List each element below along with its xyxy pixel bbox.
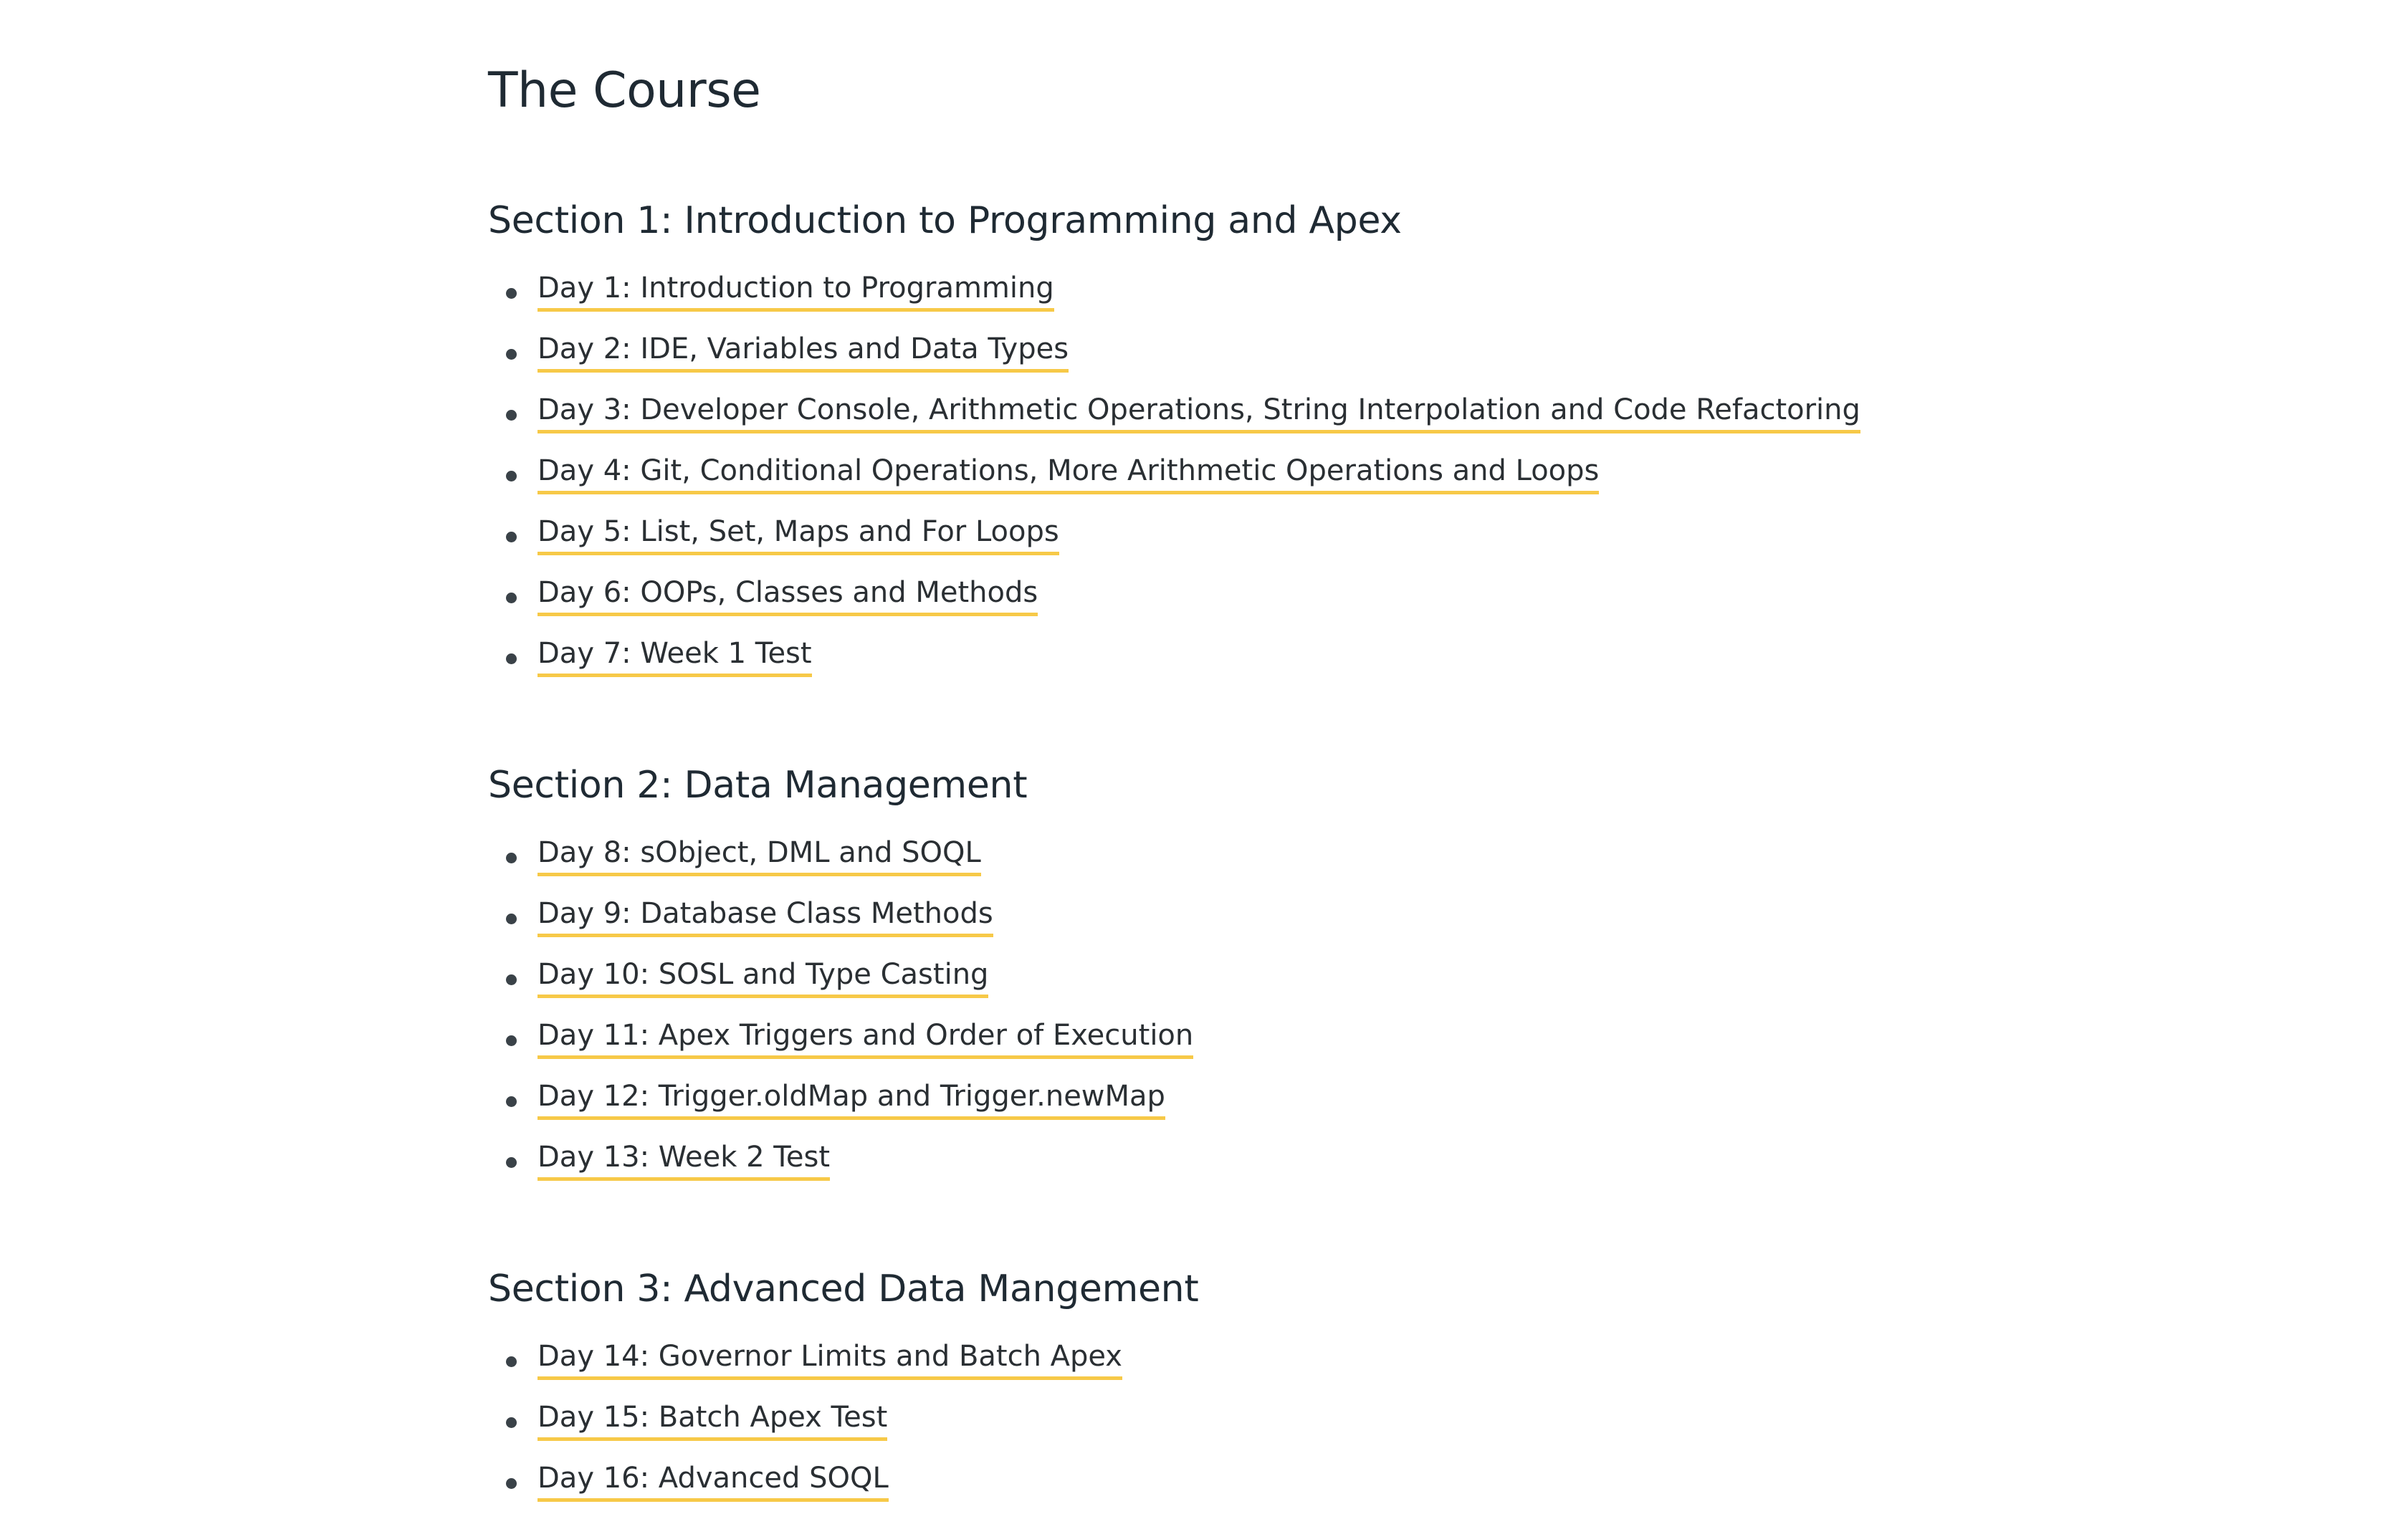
list-item xyxy=(488,954,1193,1015)
lesson-link-day-8[interactable]: Day 8: sObject, DML and SOQL xyxy=(538,833,981,876)
page-title: The Course xyxy=(488,62,761,119)
bullet-icon xyxy=(506,1035,517,1046)
list-item xyxy=(488,833,1193,893)
lesson-link-day-10[interactable]: Day 10: SOSL and Type Casting xyxy=(538,954,988,998)
lesson-list xyxy=(488,268,1860,694)
lesson-link-day-4[interactable]: Day 4: Git, Conditional Operations, More Arithmetic Operations and Loops xyxy=(538,451,1599,494)
list-item xyxy=(488,1076,1193,1137)
bullet-icon xyxy=(506,653,517,664)
section-heading: Section 2: Data Management xyxy=(488,764,1028,807)
lesson-link-day-2[interactable]: Day 2: IDE, Variables and Data Types xyxy=(538,329,1069,373)
lesson-link-day-6[interactable]: Day 6: OOPs, Classes and Methods xyxy=(538,572,1038,616)
list-item xyxy=(488,1015,1193,1076)
list-item xyxy=(488,1336,1198,1397)
list-item xyxy=(488,572,1860,633)
bullet-icon xyxy=(506,1157,517,1168)
bullet-icon xyxy=(506,853,517,863)
list-item xyxy=(488,1137,1193,1198)
list-item xyxy=(488,451,1860,512)
lesson-link-day-7[interactable]: Day 7: Week 1 Test xyxy=(538,633,812,677)
lesson-link-day-3[interactable]: Day 3: Developer Console, Arithmetic Operations, String Interpolation and Code Refactoring xyxy=(538,390,1860,433)
bullet-icon xyxy=(506,1356,517,1367)
lesson-link-day-5[interactable]: Day 5: List, Set, Maps and For Loops xyxy=(538,512,1059,555)
lesson-link-day-16[interactable]: Day 16: Advanced SOQL xyxy=(538,1458,889,1502)
bullet-icon xyxy=(506,974,517,985)
lesson-link-day-13[interactable]: Day 13: Week 2 Test xyxy=(538,1137,830,1181)
bullet-icon xyxy=(506,1417,517,1428)
bullet-icon xyxy=(506,1096,517,1107)
lesson-list xyxy=(488,1336,1198,1519)
lesson-link-day-12[interactable]: Day 12: Trigger.oldMap and Trigger.newMap xyxy=(538,1076,1165,1120)
bullet-icon xyxy=(506,1478,517,1489)
list-item xyxy=(488,633,1860,694)
section-2 xyxy=(488,760,1193,1198)
bullet-icon xyxy=(506,914,517,924)
bullet-icon xyxy=(506,593,517,603)
section-heading: Section 1: Introduction to Programming and Apex xyxy=(488,199,1402,242)
section-1 xyxy=(488,195,1860,694)
bullet-icon xyxy=(506,410,517,421)
lesson-link-day-1[interactable]: Day 1: Introduction to Programming xyxy=(538,268,1054,312)
lesson-link-day-15[interactable]: Day 15: Batch Apex Test xyxy=(538,1397,887,1441)
lesson-link-day-14[interactable]: Day 14: Governor Limits and Batch Apex xyxy=(538,1336,1122,1380)
lesson-link-day-11[interactable]: Day 11: Apex Triggers and Order of Execution xyxy=(538,1015,1193,1059)
list-item xyxy=(488,512,1860,572)
bullet-icon xyxy=(506,471,517,481)
bullet-icon xyxy=(506,288,517,299)
bullet-icon xyxy=(506,349,517,360)
list-item xyxy=(488,1397,1198,1458)
list-item xyxy=(488,390,1860,451)
lesson-list xyxy=(488,833,1193,1198)
list-item xyxy=(488,1458,1198,1519)
lesson-link-day-9[interactable]: Day 9: Database Class Methods xyxy=(538,893,993,937)
section-heading: Section 3: Advanced Data Mangement xyxy=(488,1268,1199,1310)
bullet-icon xyxy=(506,532,517,542)
list-item xyxy=(488,329,1860,390)
list-item xyxy=(488,893,1193,954)
section-3 xyxy=(488,1263,1198,1519)
list-item xyxy=(488,268,1860,329)
